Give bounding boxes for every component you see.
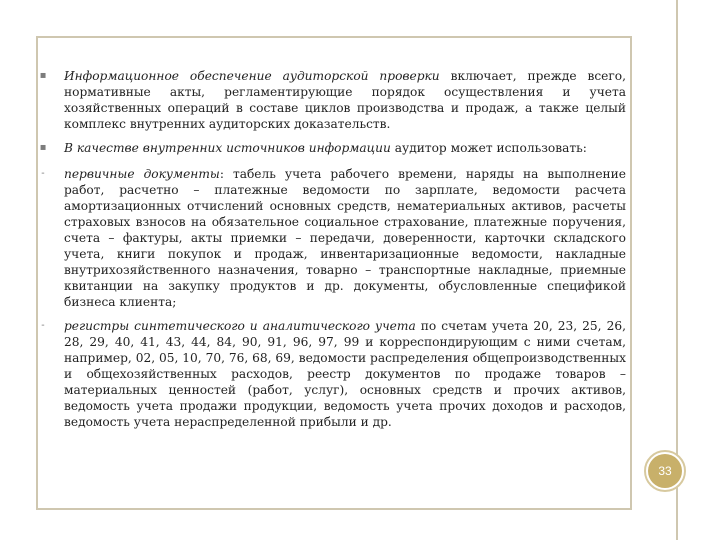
list-item (38, 318, 626, 430)
dash-marker: - (41, 168, 45, 179)
page-number-badge (644, 450, 686, 492)
page-number: 33 (648, 454, 682, 488)
list-item (38, 68, 626, 132)
item-text: : табель учета рабочего времени, наряды на выполнение работ, расчетно – платежные ведомости по зарплате, ведомости расчета амортизационных отчислений основных средств, нематериальных активов, расчеты страховых взносов на обязательное социальное страхование, платежные поручения, счета – фактуры, акты приемки – передачи, доверенности, карточки складского учета, книги покупок и продаж, инвентаризационные ведомости, накладные внутрихозяйственного назначения, товарно – транспортные накладные, приемные квитанции на закупку продуктов и др. документы, обусловленные спецификой бизнеса клиента; (64, 167, 626, 309)
item-text: аудитор может использовать: (390, 141, 587, 155)
item-text: включает, прежде всего, нормативные акты, регламентирующие порядок осуществления и учета хозяйственных операций в составе циклов производства и продаж, а также целый комплекс внутренних аудиторских доказательств. (64, 69, 626, 131)
item-text: по счетам учета 20, 23, 25, 26, 28, 29, 40, 41, 43, 44, 84, 90, 91, 96, 97, 99 и корреспондирующим с ними счетам, например, 02, 05, 10, 70, 76, 68, 69, ведомости распределения общепроизводственных и общехозяйственных расходов, реестр документов по продаже товаров – материальных ценностей (работ, услуг), основных средств и прочих активов, ведомость учета продажи продукции, ведомость учета прочих доходов и расходов, ведомость учета нераспределенной прибыли и др. (64, 319, 626, 429)
item-emphasis: первичные документы (64, 167, 220, 181)
dash-marker: - (41, 320, 45, 331)
item-emphasis: В качестве внутренних источников информации (64, 141, 391, 155)
list-item (38, 166, 626, 310)
slide-content (38, 68, 626, 438)
list-item (38, 140, 626, 156)
item-emphasis: Информационное обеспечение аудиторской проверки (64, 69, 440, 83)
bullet-marker: ▪ (39, 142, 47, 153)
bullet-marker: ▪ (39, 70, 47, 81)
item-emphasis: регистры синтетического и аналитического учета (64, 319, 416, 333)
